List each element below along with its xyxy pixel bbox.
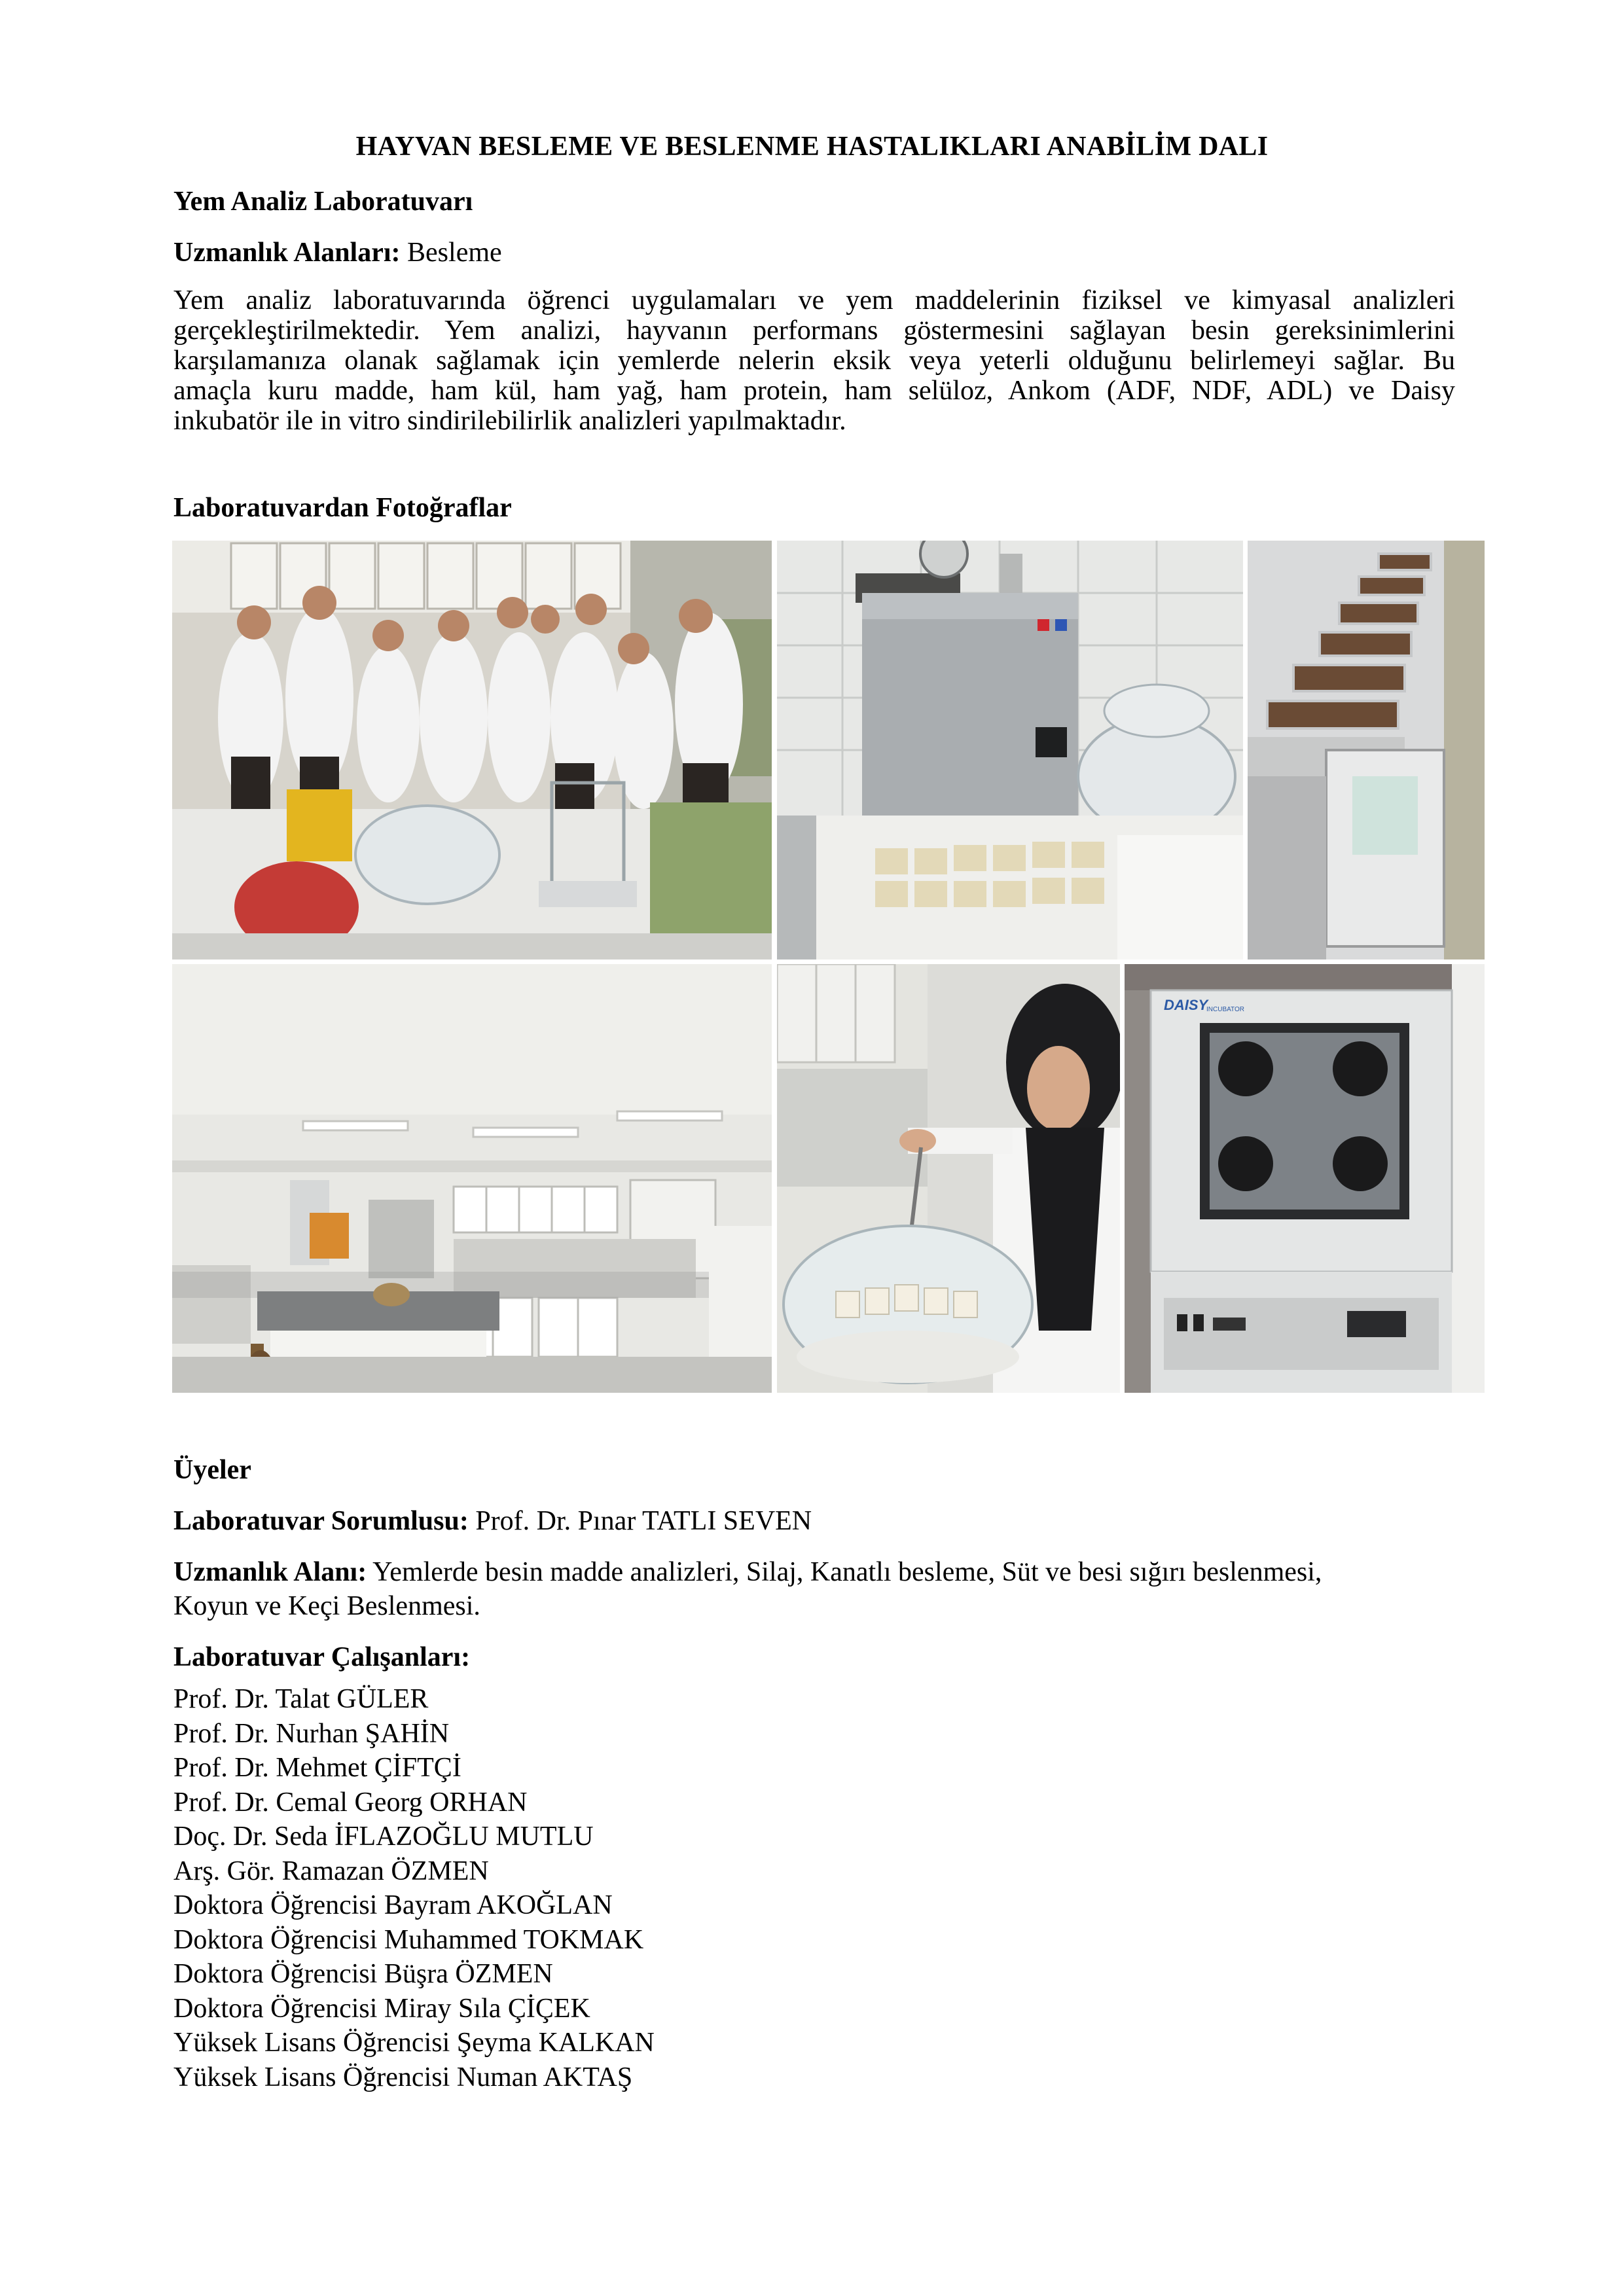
members-heading: Üyeler (173, 1455, 251, 1485)
description-paragraph (173, 285, 1455, 436)
lab-head-line (173, 1505, 812, 1537)
photo-lab-room (172, 964, 772, 1393)
daisy-brand-label: DAISY (1164, 997, 1208, 1013)
staff-member: Prof. Dr. Mehmet ÇİFTÇİ (173, 1753, 461, 1783)
staff-heading: Laboratuvar Çalışanları: (173, 1642, 471, 1672)
staff-member: Doktora Öğrencisi Muhammed TOKMAK (173, 1924, 644, 1955)
expertise-line (173, 237, 502, 268)
staff-member: Doktora Öğrencisi Bayram AKOĞLAN (173, 1890, 613, 1920)
description-line: amaçla kuru madde, ham kül, ham yağ, ham protein, ham selüloz, Ankom (ADF, NDF, ADL) ve Daisy (173, 376, 1455, 406)
head-expertise-value: Yemlerde besin madde analizleri, Silaj, Kanatlı besleme, Süt ve besi sığırı beslenmesi, (372, 1557, 1322, 1587)
description-line: inkubatör ile in vitro sindirilebilirlik analizleri yapılmaktadır. (173, 406, 846, 436)
staff-member: Yüksek Lisans Öğrencisi Numan AKTAŞ (173, 2062, 633, 2092)
photo-sample-trays (1248, 541, 1485, 960)
photo-students-group (172, 541, 772, 960)
staff-member: Doktora Öğrencisi Miray Sıla ÇİÇEK (173, 1993, 590, 2024)
daisy-sub-label: INCUBATOR (1206, 1006, 1244, 1013)
description-line: gerçekleştirilmektedir. Yem analizi, hayvanın performans göstermesini sağlayan besin gereksinimlerini (173, 315, 1455, 346)
staff-member: Prof. Dr. Cemal Georg ORHAN (173, 1787, 528, 1818)
photo-drying-oven (777, 541, 1243, 960)
head-expertise-line-2: Koyun ve Keçi Beslenmesi. (173, 1591, 480, 1621)
lab-name-heading: Yem Analiz Laboratuvarı (173, 187, 473, 217)
photo-student-desiccator (777, 964, 1120, 1393)
description-line: Yem analiz laboratuvarında öğrenci uygulamaları ve yem maddelerinin fiziksel ve kimyasal analizleri (173, 285, 1455, 315)
staff-member: Prof. Dr. Talat GÜLER (173, 1684, 429, 1714)
expertise-label: Uzmanlık Alanları: (173, 238, 401, 268)
expertise-value: Besleme (407, 238, 502, 268)
staff-member: Arş. Gör. Ramazan ÖZMEN (173, 1856, 489, 1886)
page-title: HAYVAN BESLEME VE BESLENME HASTALIKLARI ANABİLİM DALI (355, 132, 1269, 162)
lab-head-value: Prof. Dr. Pınar TATLI SEVEN (475, 1506, 812, 1536)
staff-member: Doç. Dr. Seda İFLAZOĞLU MUTLU (173, 1821, 594, 1852)
description-line: karşılamanıza olanak sağlamak için yemlerde nelerin eksik veya yeterli olduğunu belirlemeyi sağlar. Bu (173, 346, 1455, 376)
head-expertise-label: Uzmanlık Alanı: (173, 1557, 367, 1587)
lab-head-label: Laboratuvar Sorumlusu: (173, 1506, 469, 1536)
staff-member: Yüksek Lisans Öğrencisi Şeyma KALKAN (173, 2028, 655, 2058)
photo-daisy-incubator (1125, 964, 1485, 1393)
staff-member: Prof. Dr. Nurhan ŞAHİN (173, 1718, 450, 1749)
photos-heading: Laboratuvardan Fotoğraflar (173, 493, 512, 523)
staff-member: Doktora Öğrencisi Büşra ÖZMEN (173, 1959, 553, 1989)
staff-list (173, 1682, 655, 2094)
head-expertise-line (173, 1556, 1322, 1588)
